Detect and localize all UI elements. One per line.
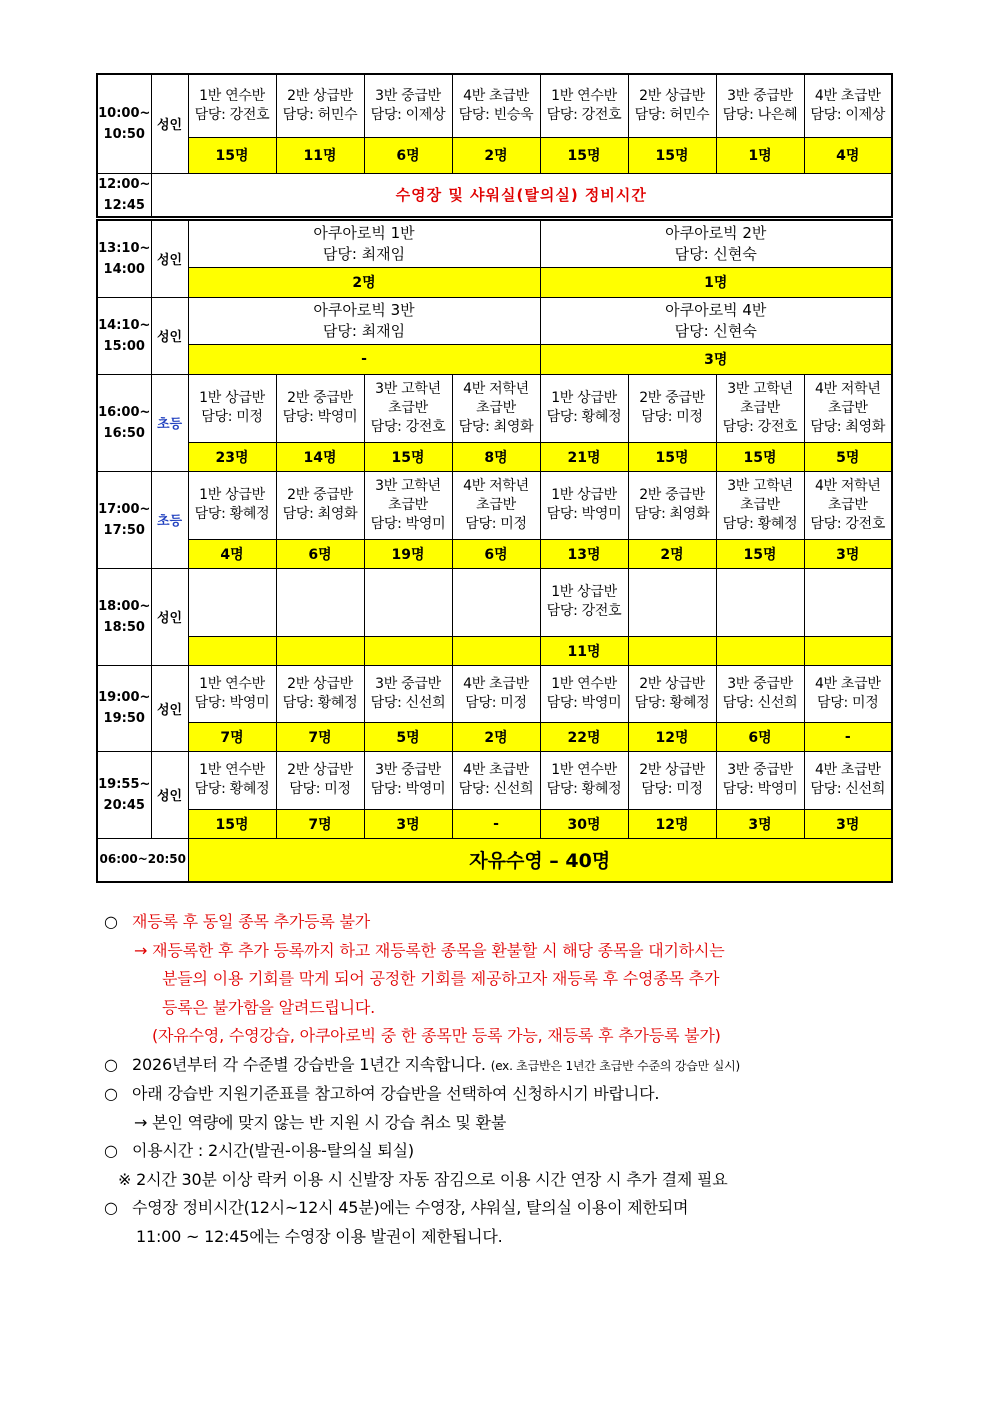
time-cell: 10:00~ 10:50 xyxy=(97,74,151,173)
count-cell: 5명 xyxy=(364,722,452,751)
time-cell: 18:00~ 18:50 xyxy=(97,568,151,665)
aquarobic-class-cell: 아쿠아로빅 4반 담당: 신현숙 xyxy=(540,297,892,344)
class-cell: 1반 상급반 담당: 박영미 xyxy=(540,471,628,539)
class-cell: 2반 중급반 담당: 최영화 xyxy=(276,471,364,539)
bullet-icon: ○ xyxy=(104,1141,118,1160)
aquarobic-class-cell: 아쿠아로빅 3반 담당: 최재임 xyxy=(188,297,540,344)
count-cell: 7명 xyxy=(276,809,364,838)
slot-1600-counts-row xyxy=(97,442,892,471)
time-cell: 16:00~ 16:50 xyxy=(97,374,151,471)
aquarobic-class-cell: 아쿠아로빅 1반 담당: 최재임 xyxy=(188,220,540,267)
class-cell xyxy=(804,568,892,636)
class-cell: 1반 연수반 담당: 박영미 xyxy=(188,665,276,722)
type-cell: 초등 xyxy=(151,471,188,568)
slot-1700-classes-row xyxy=(97,471,892,539)
class-cell: 2반 중급반 담당: 미정 xyxy=(628,374,716,442)
class-cell: 3반 고학년 초급반 담당: 황혜정 xyxy=(716,471,804,539)
slot-1955-counts-row xyxy=(97,809,892,838)
class-cell: 3반 고학년 초급반 담당: 박영미 xyxy=(364,471,452,539)
count-cell: 15명 xyxy=(628,442,716,471)
bullet-icon: ○ xyxy=(104,1084,118,1103)
slot-1955-classes-row xyxy=(97,751,892,809)
class-cell xyxy=(364,568,452,636)
note-text: 아래 강습반 지원기준표를 참고하여 강습반을 선택하여 신청하시기 바랍니다. xyxy=(132,1084,660,1103)
class-cell: 2반 상급반 담당: 허민수 xyxy=(276,74,364,137)
class-cell xyxy=(628,568,716,636)
class-cell: 4반 저학년 초급반 담당: 최영화 xyxy=(452,374,540,442)
bullet-icon: ○ xyxy=(104,1054,118,1074)
note-line: 등록은 불가함을 알려드립니다. xyxy=(162,997,375,1017)
count-cell: 4명 xyxy=(804,137,892,173)
count-cell xyxy=(364,636,452,665)
note-example: (ex. 초급반은 1년간 초급반 수준의 강습만 실시) xyxy=(490,1058,740,1073)
count-cell xyxy=(716,636,804,665)
slot-1800-classes-row xyxy=(97,568,892,636)
count-cell: 1명 xyxy=(540,267,892,297)
count-cell: - xyxy=(452,809,540,838)
count-cell: 15명 xyxy=(628,137,716,173)
count-cell: 3명 xyxy=(540,344,892,374)
class-cell: 3반 중급반 담당: 이제상 xyxy=(364,74,452,137)
count-cell: 22명 xyxy=(540,722,628,751)
slot-1410-counts-row xyxy=(97,344,892,374)
class-cell: 1반 연수반 담당: 강전호 xyxy=(188,74,276,137)
class-cell: 4반 저학년 초급반 담당: 미정 xyxy=(452,471,540,539)
class-cell: 3반 중급반 담당: 박영미 xyxy=(716,751,804,809)
count-cell: 3명 xyxy=(804,809,892,838)
time-cell: 13:10~ 14:00 xyxy=(97,220,151,297)
class-cell: 1반 연수반 담당: 박영미 xyxy=(540,665,628,722)
class-cell: 3반 중급반 담당: 신선희 xyxy=(364,665,452,722)
count-cell: 8명 xyxy=(452,442,540,471)
type-cell: 성인 xyxy=(151,665,188,751)
count-cell xyxy=(276,636,364,665)
note-line xyxy=(104,1080,904,1109)
note-text: 재등록 후 동일 종목 추가등록 불가 xyxy=(132,912,371,931)
bullet-icon: ○ xyxy=(104,912,118,931)
class-cell: 2반 상급반 담당: 미정 xyxy=(628,751,716,809)
class-cell: 4반 초급반 담당: 빈승욱 xyxy=(452,74,540,137)
class-cell xyxy=(452,568,540,636)
slot-1310-counts-row xyxy=(97,267,892,297)
note-line xyxy=(104,1051,904,1081)
count-cell: 4명 xyxy=(188,539,276,568)
time-cell: 17:00~ 17:50 xyxy=(97,471,151,568)
note-line: → 재등록한 후 추가 등록까지 하고 재등록한 종목을 환불할 시 해당 종목을 대기하시는 xyxy=(134,940,725,960)
count-cell: 19명 xyxy=(364,539,452,568)
time-cell: 06:00~20:50 xyxy=(97,838,188,882)
count-cell: 7명 xyxy=(276,722,364,751)
class-cell: 3반 고학년 초급반 담당: 강전호 xyxy=(364,374,452,442)
slot-1900-classes-row xyxy=(97,665,892,722)
morning-schedule-table xyxy=(96,73,893,218)
aquarobic-class-cell: 아쿠아로빅 2반 담당: 신현숙 xyxy=(540,220,892,267)
class-cell: 1반 연수반 담당: 황혜정 xyxy=(540,751,628,809)
count-cell: 3명 xyxy=(804,539,892,568)
count-cell: 15명 xyxy=(364,442,452,471)
type-cell: 성인 xyxy=(151,297,188,374)
count-cell: 6명 xyxy=(276,539,364,568)
note-text: 수영장 정비시간(12시~12시 45분)에는 수영장, 샤워실, 탈의실 이용이 제한되며 xyxy=(132,1198,689,1217)
count-cell: 7명 xyxy=(188,722,276,751)
count-cell: 23명 xyxy=(188,442,276,471)
count-cell: 11명 xyxy=(540,636,628,665)
bullet-icon: ○ xyxy=(104,1198,118,1217)
count-cell xyxy=(452,636,540,665)
class-cell: 2반 중급반 담당: 박영미 xyxy=(276,374,364,442)
count-cell: 15명 xyxy=(540,137,628,173)
class-cell: 3반 중급반 담당: 박영미 xyxy=(364,751,452,809)
count-cell: 6명 xyxy=(716,722,804,751)
count-cell: 12명 xyxy=(628,809,716,838)
count-cell: 12명 xyxy=(628,722,716,751)
count-cell: 2명 xyxy=(628,539,716,568)
count-cell: 14명 xyxy=(276,442,364,471)
count-cell: - xyxy=(804,722,892,751)
class-cell: 3반 중급반 담당: 신선희 xyxy=(716,665,804,722)
class-cell: 2반 상급반 담당: 허민수 xyxy=(628,74,716,137)
count-cell: 15명 xyxy=(716,442,804,471)
free-swim-row xyxy=(97,838,892,882)
class-cell: 4반 초급반 담당: 이제상 xyxy=(804,74,892,137)
count-cell: 2명 xyxy=(452,137,540,173)
class-cell: 4반 저학년 초급반 담당: 강전호 xyxy=(804,471,892,539)
note-line xyxy=(104,1194,904,1223)
count-cell: 30명 xyxy=(540,809,628,838)
slot-1000-counts-row xyxy=(97,137,892,173)
type-cell: 성인 xyxy=(151,220,188,297)
class-cell: 4반 초급반 담당: 미정 xyxy=(804,665,892,722)
note-line: 분들의 이용 기회를 막게 되어 공정한 기회를 제공하고자 재등록 후 수영종목 추가 xyxy=(162,969,720,988)
slot-1600-classes-row xyxy=(97,374,892,442)
class-cell: 2반 상급반 담당: 황혜정 xyxy=(276,665,364,722)
slot-1900-counts-row xyxy=(97,722,892,751)
count-cell: 21명 xyxy=(540,442,628,471)
note-text: 2026년부터 각 수준별 강습반을 1년간 지속합니다. xyxy=(132,1054,486,1074)
class-cell: 4반 초급반 담당: 신선희 xyxy=(452,751,540,809)
maintenance-row xyxy=(97,173,892,217)
slot-1410-classes-row xyxy=(97,297,892,344)
time-cell: 19:55~ 20:45 xyxy=(97,751,151,838)
class-cell: 1반 연수반 담당: 강전호 xyxy=(540,74,628,137)
slot-1000-classes-row xyxy=(97,74,892,137)
class-cell: 1반 상급반 담당: 미정 xyxy=(188,374,276,442)
class-cell xyxy=(276,568,364,636)
count-cell: 3명 xyxy=(364,809,452,838)
count-cell: 6명 xyxy=(364,137,452,173)
class-cell: 2반 중급반 담당: 최영화 xyxy=(628,471,716,539)
type-cell: 초등 xyxy=(151,374,188,471)
count-cell: 15명 xyxy=(188,137,276,173)
time-cell: 14:10~ 15:00 xyxy=(97,297,151,374)
class-cell: 1반 연수반 담당: 황혜정 xyxy=(188,751,276,809)
class-cell: 2반 상급반 담당: 미정 xyxy=(276,751,364,809)
class-cell: 4반 저학년 초급반 담당: 최영화 xyxy=(804,374,892,442)
slot-1700-counts-row xyxy=(97,539,892,568)
note-line xyxy=(104,1137,904,1166)
class-cell: 4반 초급반 담당: 미정 xyxy=(452,665,540,722)
note-text: 이용시간 : 2시간(발권-이용-탈의실 퇴실) xyxy=(132,1141,414,1160)
count-cell: 2명 xyxy=(188,267,540,297)
count-cell: 15명 xyxy=(188,809,276,838)
slot-1800-counts-row xyxy=(97,636,892,665)
maintenance-notice: 수영장 및 샤워실(탈의실) 정비시간 xyxy=(151,173,892,217)
class-cell: 4반 초급반 담당: 신선희 xyxy=(804,751,892,809)
class-cell xyxy=(188,568,276,636)
count-cell: 1명 xyxy=(716,137,804,173)
notes-section xyxy=(104,908,904,1251)
time-cell: 19:00~ 19:50 xyxy=(97,665,151,751)
class-cell xyxy=(716,568,804,636)
class-cell: 1반 상급반 담당: 강전호 xyxy=(540,568,628,636)
class-cell: 3반 고학년 초급반 담당: 강전호 xyxy=(716,374,804,442)
count-cell: 3명 xyxy=(716,809,804,838)
class-cell: 3반 중급반 담당: 나은혜 xyxy=(716,74,804,137)
note-line: → 본인 역량에 맞지 않는 반 지원 시 강습 취소 및 환불 xyxy=(134,1112,507,1132)
count-cell: 11명 xyxy=(276,137,364,173)
note-line: 11:00 ~ 12:45에는 수영장 이용 발권이 제한됩니다. xyxy=(136,1226,503,1246)
count-cell xyxy=(804,636,892,665)
count-cell: - xyxy=(188,344,540,374)
count-cell: 15명 xyxy=(716,539,804,568)
count-cell: 5명 xyxy=(804,442,892,471)
count-cell: 6명 xyxy=(452,539,540,568)
type-cell: 성인 xyxy=(151,751,188,838)
class-cell: 1반 상급반 담당: 황혜정 xyxy=(540,374,628,442)
free-swim-cell: 자유수영 – 40명 xyxy=(188,838,892,882)
afternoon-schedule-table xyxy=(96,219,893,883)
class-cell: 2반 상급반 담당: 황혜정 xyxy=(628,665,716,722)
note-line: (자유수영, 수영강습, 아쿠아로빅 중 한 종목만 등록 가능, 재등록 후 추가등록 불가) xyxy=(152,1026,721,1045)
note-line xyxy=(104,908,904,937)
count-cell: 2명 xyxy=(452,722,540,751)
count-cell xyxy=(188,636,276,665)
class-cell: 1반 상급반 담당: 황혜정 xyxy=(188,471,276,539)
type-cell: 성인 xyxy=(151,74,188,173)
count-cell: 13명 xyxy=(540,539,628,568)
type-cell: 성인 xyxy=(151,568,188,665)
note-line: ※ 2시간 30분 이상 락커 이용 시 신발장 자동 잠김으로 이용 시간 연장 시 추가 결제 필요 xyxy=(118,1169,728,1189)
time-cell: 12:00~ 12:45 xyxy=(97,173,151,217)
count-cell xyxy=(628,636,716,665)
slot-1310-classes-row xyxy=(97,220,892,267)
